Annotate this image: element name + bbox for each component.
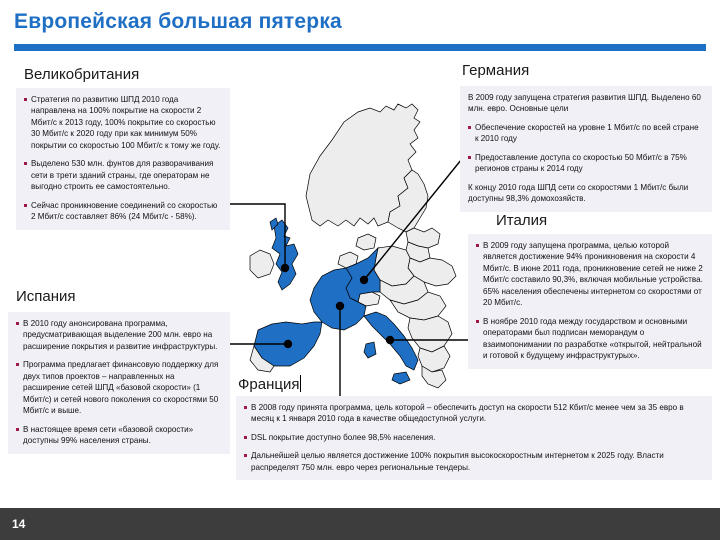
france-paragraph: В 2008 году принята программа, цель которой – обеспечить доступ на скорости 512 Кбит/с менее чем за 35 евро в месяц к 1 января 2010 года в качестве общедоступной услуги.	[244, 402, 704, 425]
country-heading-france-label: Франция	[238, 376, 300, 393]
text-box-uk	[16, 88, 230, 230]
text-box-france	[236, 396, 712, 480]
italy-paragraph: В ноябре 2010 года между государством и основными операторами был подписан меморандум о взаимопонимании по разработке «открытой, нейтральной и готовой к будущему инфраструктурых».	[476, 316, 704, 362]
page-number: 14	[12, 517, 26, 531]
country-heading-uk: Великобритания	[24, 66, 140, 83]
text-box-spain	[8, 312, 230, 454]
spain-paragraph: Программа предлагает финансовую поддержку для двух типов проектов – направленных на расширение сетей ШПД «базовой скорости» (1 Мбит/с) и сетей нового поколения со скоростями 50 Мбит/с и выше.	[16, 359, 222, 416]
germany-paragraph: Предоставление доступа со скоростью 50 Мбит/с в 75% регионов страны к 2014 году	[468, 152, 704, 175]
country-heading-spain: Испания	[16, 288, 76, 305]
text-box-italy	[468, 234, 712, 369]
italy-paragraph: В 2009 году запущена программа, целью которой является достижение 94% проникновения на скорости 4 Мбит/с. В июне 2011 года, проникновение сетей не ниже 2 Мбит/с составило 90,3%, включая мобильные устройства. 65% населения обеспечены интернетом со скоростями от 20 Мбит/с.	[476, 240, 704, 309]
footer-bar	[0, 508, 720, 540]
uk-paragraph: Стратегия по развитию ШПД 2010 года направлена на 100% покрытие на скорости 2 Мбит/с к 2013 году, 100% покрытие со скоростью 30 Мбит/с к 2020 году при как минимум 50% покрытии со скоростью 100 Мбит/с к тому же году.	[24, 94, 222, 151]
spain-paragraph: В 2010 году анонсирована программа, предусматривающая выделение 200 млн. евро на расширение покрытия и развитие инфраструктуры.	[16, 318, 222, 352]
country-heading-france	[238, 375, 301, 393]
germany-paragraph: Обеспечение скоростей на уровне 1 Мбит/с по всей стране к 2010 году	[468, 122, 704, 145]
france-paragraph: Дальнейшей целью является достижение 100% покрытия высокоскоростным интернетом к 2025 году. Власти распределят 750 млн. евро через региональные тендеры.	[244, 450, 704, 473]
germany-intro: В 2009 году запущена стратегия развития ШПД. Выделено 60 млн. евро. Основные цели	[468, 93, 701, 114]
page-title: Европейская большая пятерка	[14, 10, 342, 33]
country-heading-germany: Германия	[462, 62, 530, 79]
text-cursor	[300, 375, 301, 392]
text-box-germany	[460, 86, 712, 212]
germany-outro: К концу 2010 года ШПД сети со скоростями 1 Мбит/с были доступны 98,3% домохозяйств.	[468, 182, 689, 204]
spain-paragraph: В настоящее время сети «базовой скорости» доступны 99% населения страны.	[16, 424, 222, 447]
title-divider	[14, 44, 706, 51]
uk-paragraph: Выделено 530 млн. фунтов для разворачивания сети в трети зданий страны, где операторам не выгодно строить ее самостоятельно.	[24, 158, 222, 192]
france-paragraph: DSL покрытие доступно более 98,5% населения.	[244, 432, 704, 443]
uk-paragraph: Сейчас проникновение соединений со скоростью 2 Мбит/с составляет 86% (24 Мбит/с - 58%).	[24, 200, 222, 223]
europe-map	[228, 78, 484, 400]
country-heading-italy: Италия	[496, 212, 548, 229]
